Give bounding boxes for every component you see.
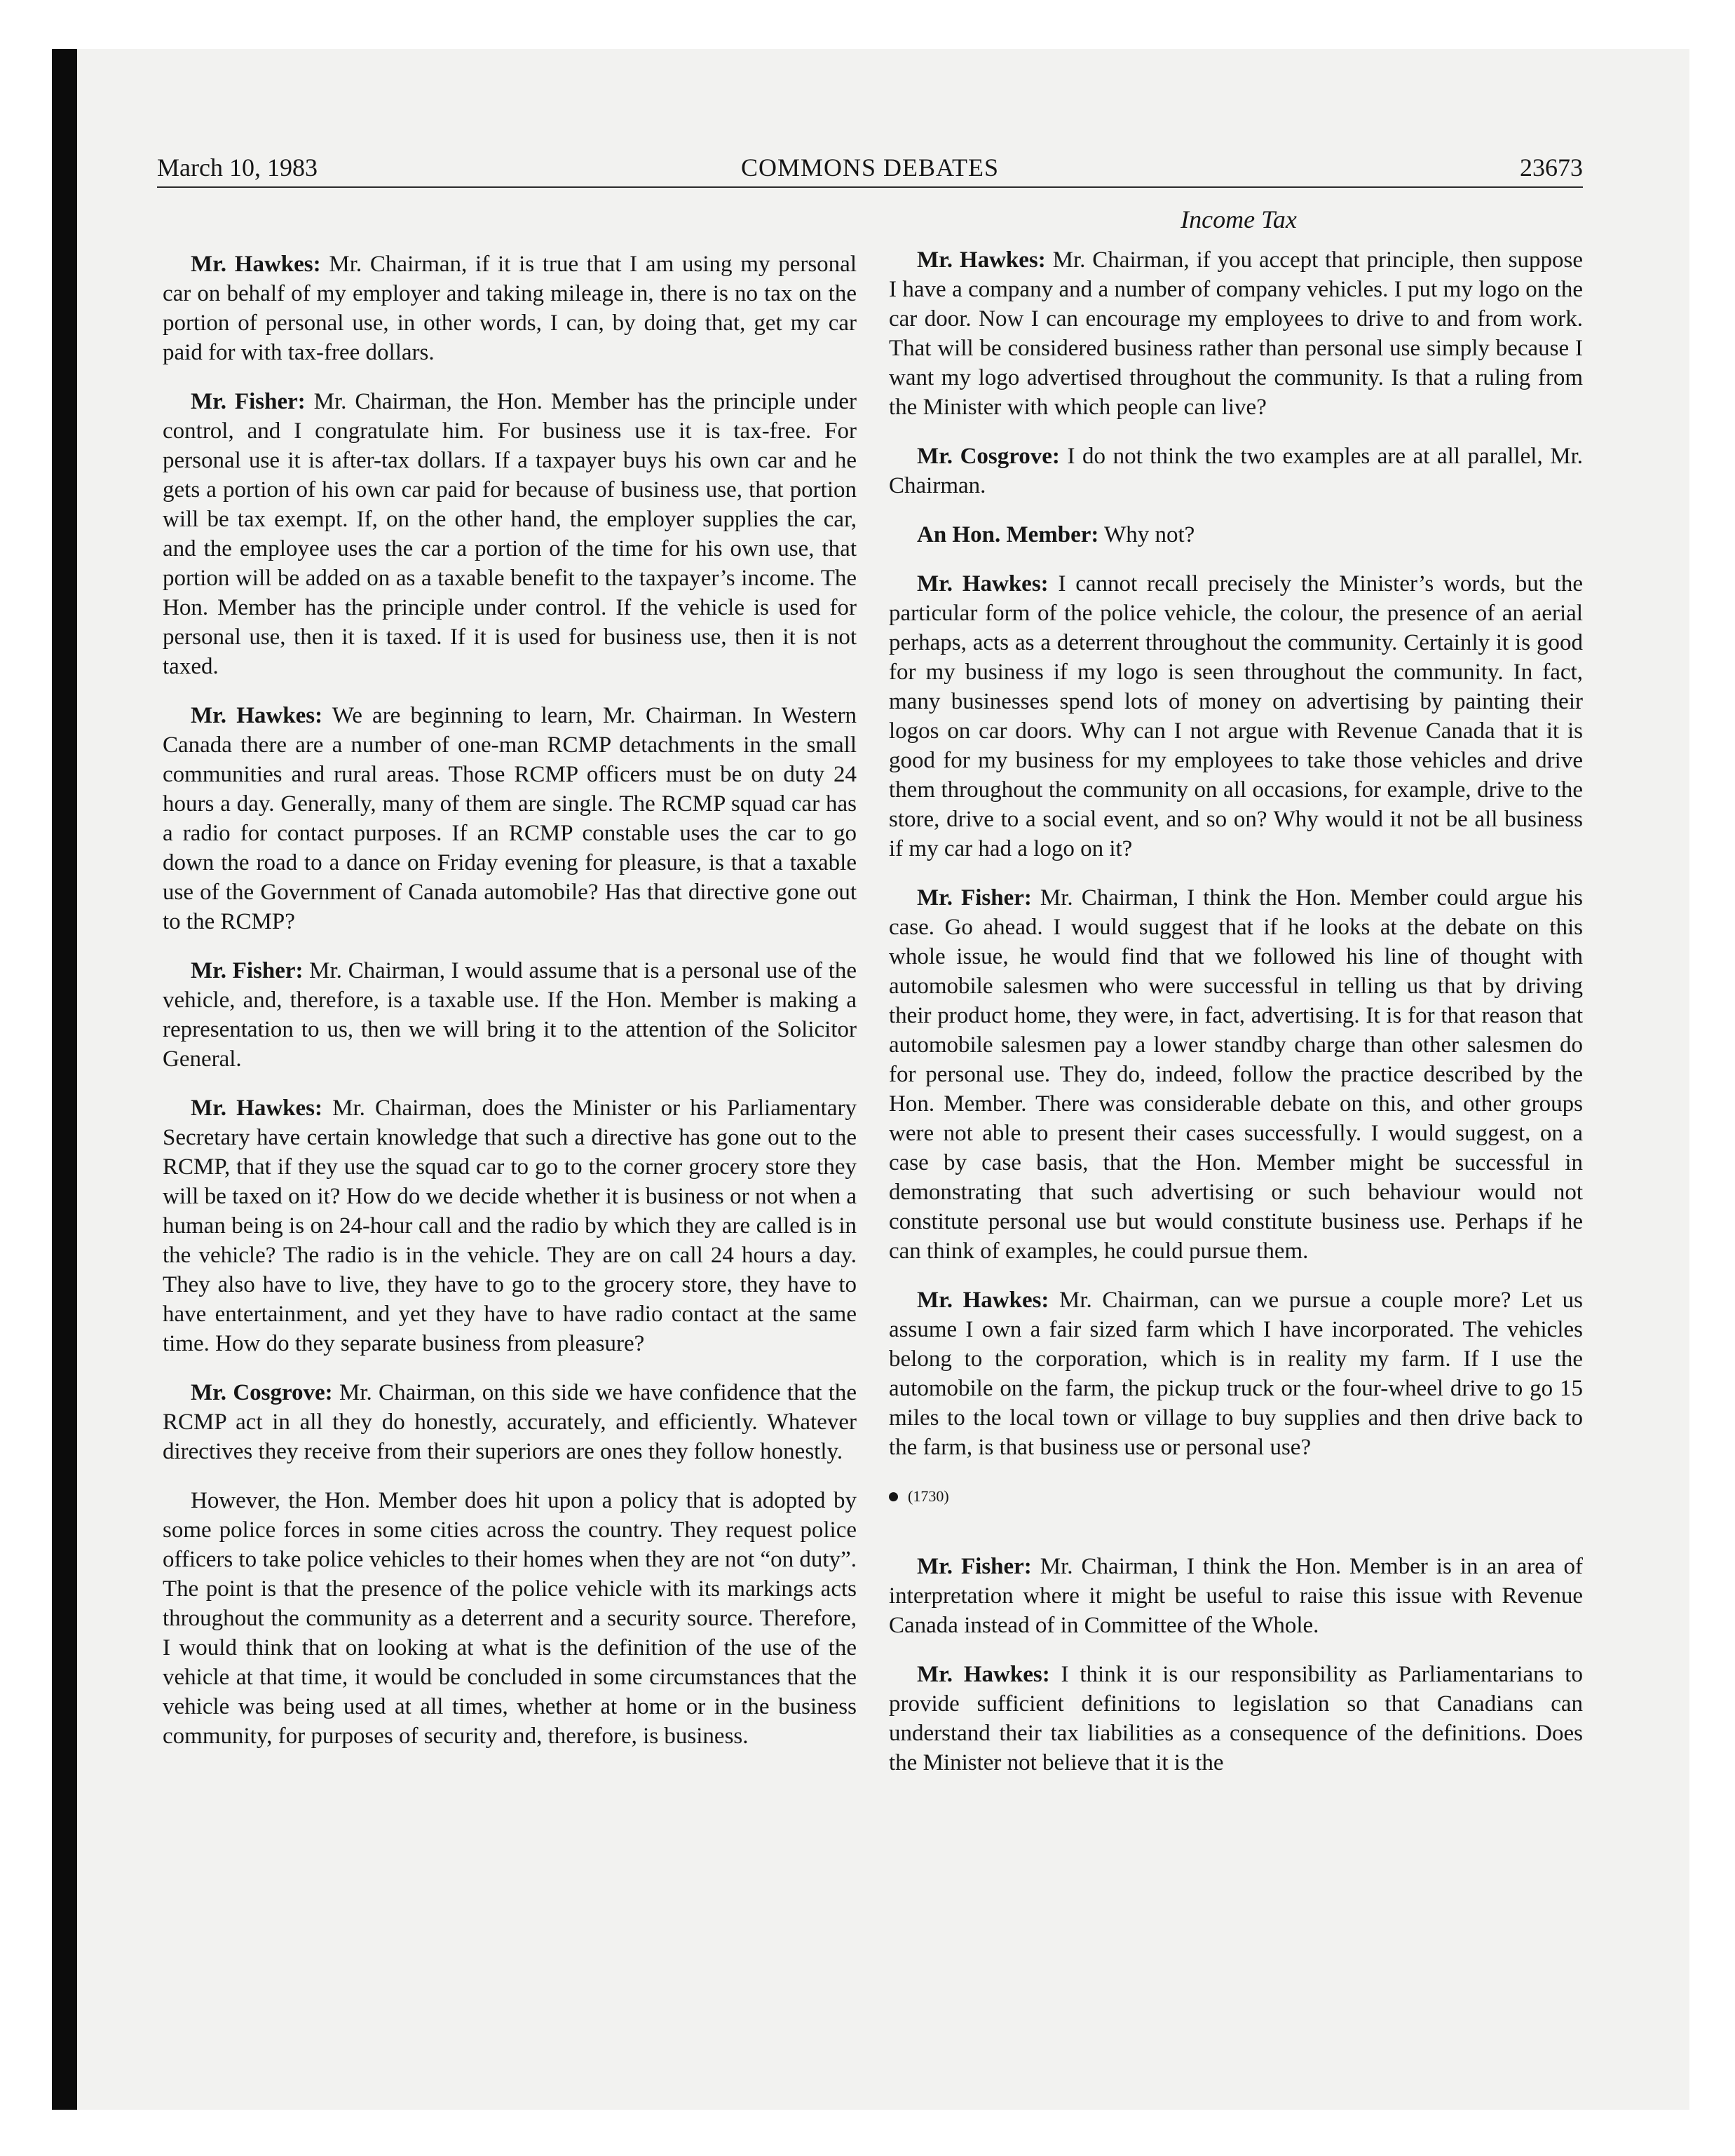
speaker-name: Mr. Hawkes: — [191, 252, 321, 277]
header-date: March 10, 1983 — [157, 153, 318, 182]
speech-paragraph — [889, 1552, 1583, 1640]
speaker-name: Mr. Hawkes: — [917, 1662, 1050, 1687]
speaker-name: Mr. Hawkes: — [191, 703, 323, 728]
speech-paragraph — [889, 1285, 1583, 1462]
speech-text: Why not? — [1104, 522, 1195, 547]
timestamp-marker — [889, 1482, 1583, 1511]
speech-text: Mr. Chairman, can we pursue a couple more? Let us assume I own a fair sized farm which I have incorporated. The vehicles belong to the corporation, which is in reality my farm. If I use the automobile on the farm, the pickup truck or the four-wheel drive to go 15 miles to the local town or village to buy supplies and then drive back to the farm, is that business use or personal use? — [889, 1288, 1583, 1460]
speech-paragraph — [889, 442, 1583, 500]
speech-text: Mr. Chairman, if you accept that principle, then suppose I have a company and a number of company vehicles. I put my logo on the car door. Now I can encourage my employees to drive to and from work. That will be considered business rather than personal use simply because I want my logo advertised throughout the community. Is that a ruling from the Minister with which people can live? — [889, 247, 1583, 420]
speaker-name: Mr. Hawkes: — [917, 1288, 1049, 1313]
speech-text: Mr. Chairman, does the Minister or his Parliamentary Secretary have certain knowledge that such a directive has gone out to the RCMP, that if they use the squad car to go to the corner grocery store they will be taxed on it? How do we decide whether it is business or not when a human being is on 24-hour call and the radio by which they are called is in the vehicle? The radio is in the vehicle. They are on call 24 hours a day. They also have to live, they have to go to the grocery store, they have to have entertainment, and yet they have to have radio contact at the same time. How do they separate business from pleasure? — [163, 1096, 857, 1356]
speech-paragraph — [163, 956, 857, 1074]
speaker-name: Mr. Fisher: — [191, 958, 304, 983]
speaker-name: Mr. Fisher: — [191, 389, 306, 414]
speech-paragraph — [163, 1486, 857, 1751]
speaker-name: Mr. Hawkes: — [191, 1096, 322, 1121]
speech-paragraph — [163, 1378, 857, 1466]
speech-paragraph — [163, 1093, 857, 1358]
speech-text: Mr. Chairman, I think the Hon. Member is in an area of interpretation where it might be useful to raise this issue with Revenue Canada instead of in Committee of the Whole. — [889, 1554, 1584, 1638]
speaker-name: Mr. Cosgrove: — [191, 1380, 333, 1405]
speech-text: Mr. Chairman, I would assume that is a personal use of the vehicle, and, therefore, is a taxable use. If the Hon. Member is making a representation to us, then we will bring it to the attention of the Solicitor General. — [163, 958, 857, 1072]
speech-text: Mr. Chairman, if it is true that I am using my personal car on behalf of my employer and taking mileage in, there is no tax on the portion of personal use, in other words, I can, by doing that, get my car paid for with tax-free dollars. — [163, 252, 857, 365]
speaker-name: Mr. Hawkes: — [917, 247, 1046, 273]
header-rule — [157, 186, 1583, 188]
page-number: 23673 — [1520, 153, 1583, 182]
speech-text: Mr. Chairman, I think the Hon. Member could argue his case. Go ahead. I would suggest that if he looks at the debate on this whole issue, he would find that we followed his line of thought with automobile salesmen who were successful in telling us that by driving their product home, they were, in fact, advertising. It is for that reason that automobile salesmen pay a lower standby charge than other salesmen do for personal use. They do, indeed, follow the practice described by the Hon. Member. There was considerable debate on this, and other groups were not able to present their cases successfully. I would suggest, on a case by case basis, that the Hon. Member might be successful in demonstrating that such advertising or such behaviour would not constitute personal use but would constitute business use. Perhaps if he can think of examples, he could pursue them. — [889, 885, 1584, 1264]
timestamp-text: (1730) — [908, 1487, 949, 1505]
speech-text: We are beginning to learn, Mr. Chairman. In Western Canada there are a number of one-man RCMP detachments in the small communities and rural areas. Those RCMP officers must be on duty 24 hours a day. Generally, many of them are single. The RCMP squad car has a radio for contact purposes. If an RCMP constable uses the car to go down the road to a dance on Friday evening for pleasure, is that a taxable use of the Government of Canada automobile? Has that directive gone out to the RCMP? — [163, 703, 857, 934]
speech-paragraph — [163, 387, 857, 681]
speaker-name: Mr. Hawkes: — [917, 571, 1049, 596]
speech-text: Mr. Chairman, on this side we have confidence that the RCMP act in all they do honestly, accurately, and efficiently. Whatever directives they receive from their superiors are ones they follow honestly. — [163, 1380, 857, 1464]
speech-paragraph — [889, 569, 1583, 864]
speech-text: However, the Hon. Member does hit upon a policy that is adopted by some police forces in some cities across the country. They request police officers to take police vehicles to their homes when they are not “on duty”. The point is that the presence of the police vehicle with its markings acts throughout the community as a deterrent and a security source. Therefore, I would think that on looking at what is the definition of the use of the vehicle at that time, it would be concluded in some circumstances that the vehicle was being used at all times, whether at home or in the business community, for purposes of security and, therefore, is business. — [163, 1488, 857, 1749]
speech-text: I think it is our responsibility as Parliamentarians to provide sufficient definitions to legislation so that Canadians can understand their tax liabilities as a consequence of the definitions. Does the Minister not believe that it is the — [889, 1662, 1583, 1775]
speech-text: Mr. Chairman, the Hon. Member has the principle under control, and I congratulate him. For business use it is tax-free. For personal use it is after-tax dollars. If a taxpayer buys his own car and he gets a portion of his own car paid for because of business use, that portion will be tax exempt. If, on the other hand, the employer supplies the car, and the employee uses the car a portion of the time for his own use, that portion will be added on as a taxable benefit to the taxpayer’s income. The Hon. Member has the principle under control. If the vehicle is used for personal use, then it is taxed. If it is used for business use, then it is not taxed. — [163, 389, 857, 679]
speaker-name: Mr. Cosgrove: — [917, 444, 1060, 469]
scan-edge — [52, 49, 77, 2110]
speech-paragraph — [163, 701, 857, 936]
speech-paragraph — [889, 883, 1583, 1266]
speech-text: I cannot recall precisely the Minister’s words, but the particular form of the police vehicle, the colour, the presence of an aerial perhaps, acts as a deterrent throughout the community. Certainly it is good for my business if my logo is seen throughout the community. In fact, many businesses spend lots of money on advertising by painting their logos on car doors. Why can I not argue with Revenue Canada that it is good for my business for my employees to take those vehicles and drive them throughout the community on all occasions, for example, drive to the store, drive to a social event, and so on? Why would it not be all business if my car had a logo on it? — [889, 571, 1583, 861]
speech-paragraph — [163, 250, 857, 367]
speech-text: I do not think the two examples are at all parallel, Mr. Chairman. — [889, 444, 1584, 498]
right-column — [889, 245, 1583, 1797]
speech-paragraph — [889, 1660, 1583, 1778]
left-column — [163, 250, 857, 1770]
speaker-name: An Hon. Member: — [917, 522, 1099, 547]
speech-paragraph — [889, 520, 1583, 550]
speech-paragraph — [889, 245, 1583, 422]
speaker-name: Mr. Fisher: — [917, 885, 1032, 910]
speaker-name: Mr. Fisher: — [917, 1554, 1032, 1579]
bullet-icon — [889, 1492, 898, 1501]
page-header — [157, 153, 1583, 188]
publication-title: COMMONS DEBATES — [740, 153, 1000, 182]
section-title: Income Tax — [1181, 205, 1297, 233]
